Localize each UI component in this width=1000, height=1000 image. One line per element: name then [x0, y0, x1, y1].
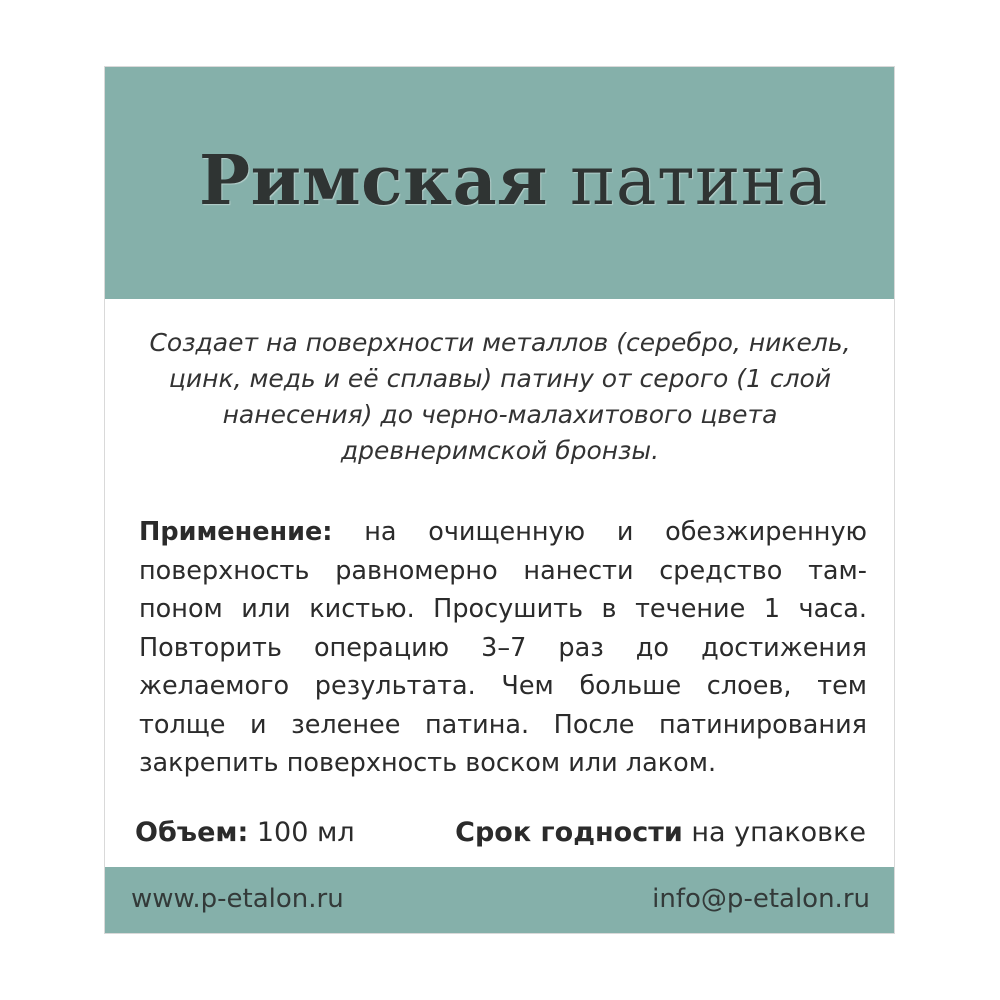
shelf-life-heading: Срок годности	[455, 817, 683, 848]
website-text: www.p-etalon.ru	[131, 884, 344, 914]
volume-info	[135, 813, 355, 853]
product-label	[104, 66, 895, 934]
usage-text: на очищенную и обезжиренную поверхность равномерно нанести средство тампоном или кистью. Просушить в течение 1 часа. Повторить операцию 3–7 раз до достижения желаемого результата. Чем больше слоев, тем толще и зеленее патина. После патинирования закрепить поверхность воском или лаком.	[139, 517, 868, 778]
footer-band	[105, 867, 894, 933]
product-title	[199, 141, 828, 222]
shelf-life-value: на упаковке	[691, 817, 866, 848]
title-band	[105, 67, 894, 299]
email-text: info@p-etalon.ru	[652, 884, 870, 914]
usage-instructions	[139, 513, 867, 783]
product-description: Создает на поверхности металлов (серебро, никель, цинк, медь и её сплавы) патину от серого (1 слой нанесения) до черно-малахитового цвета древнеримской бронзы.	[149, 328, 851, 465]
volume-heading: Объем:	[135, 817, 249, 848]
product-title-word1: Римская	[199, 141, 548, 221]
shelf-life-info	[455, 813, 866, 853]
usage-heading: Применение:	[139, 517, 333, 547]
product-title-word2: патина	[570, 142, 828, 221]
volume-value: 100 мл	[256, 817, 355, 848]
